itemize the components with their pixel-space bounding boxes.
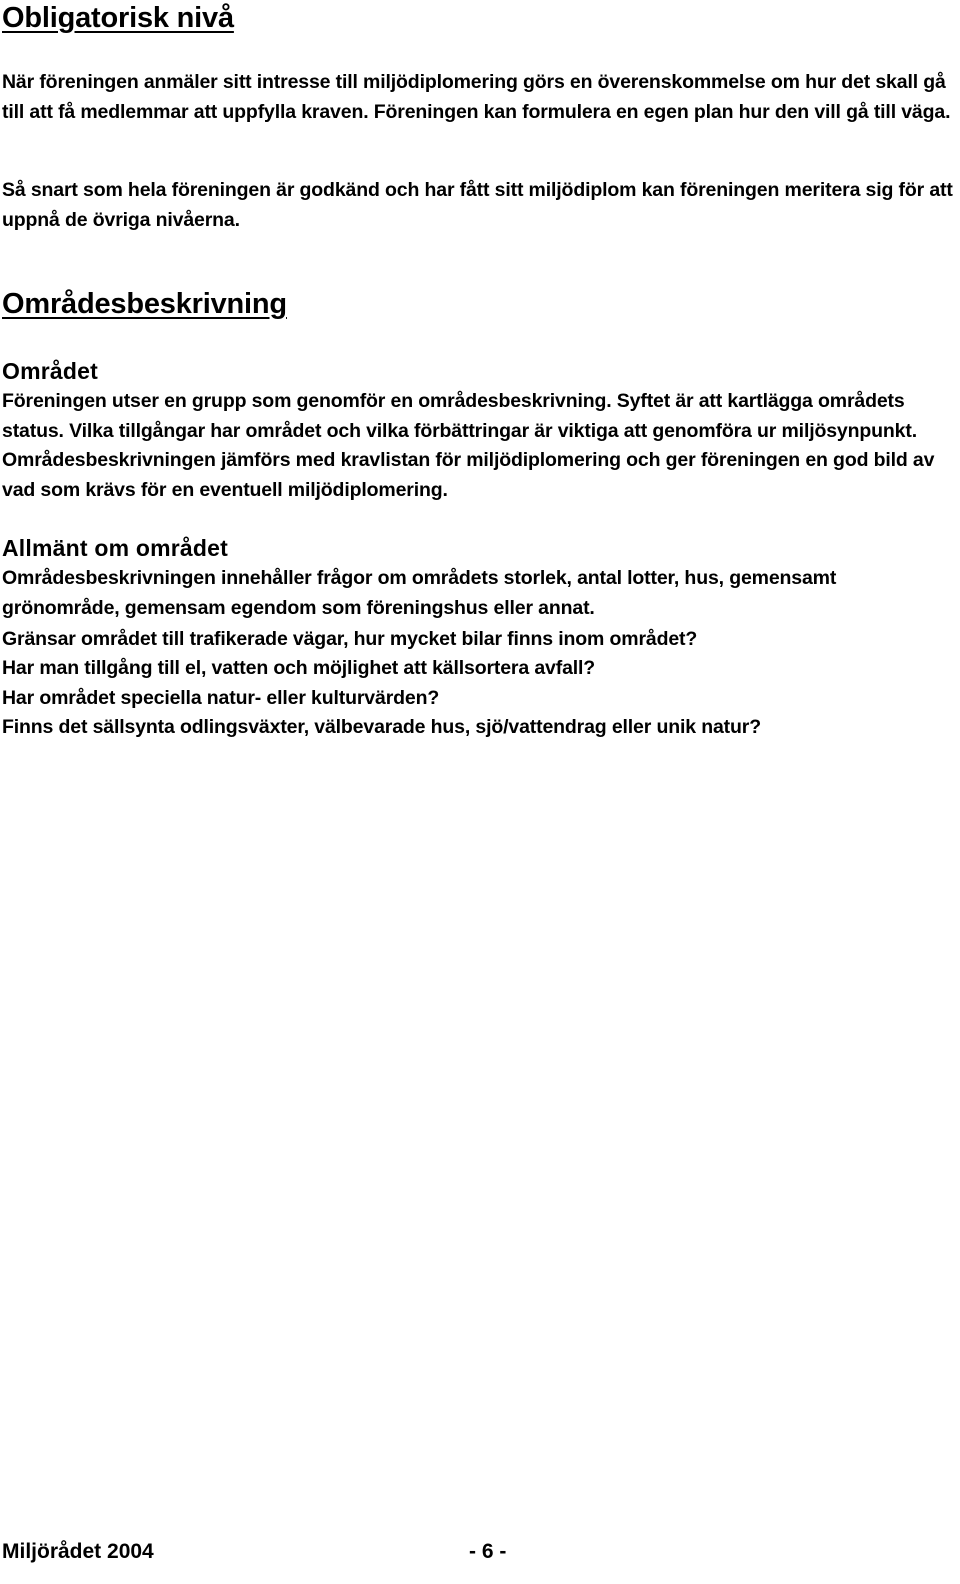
paragraph-allmant: Områdesbeskrivningen innehåller frågor om områdets storlek, antal lotter, hus, gemensamt grönområde, gemensam egendom som föreningshus eller annat. (2, 567, 837, 619)
question-item: Finns det sällsynta odlingsväxter, välbevarade hus, sjö/vattendrag eller unik natur? (2, 716, 761, 738)
section-title-omradesbeskrivning: Områdesbeskrivning (2, 288, 287, 320)
document-page (2, 0, 954, 1584)
question-item: Gränsar området till trafikerade vägar, hur mycket bilar finns inom området? (2, 628, 698, 650)
subheading-allmant-om-omradet: Allmänt om området (2, 535, 228, 561)
paragraph-merit: Så snart som hela föreningen är godkänd och har fått sitt miljödiplom kan föreningen meritera sig för att uppnå de övriga nivåerna. (2, 179, 953, 231)
paragraph-intro: När föreningen anmäler sitt intresse till miljödiplomering görs en överenskommelse om hur det skall gå till att få medlemmar att uppfylla kraven. Föreningen kan formulera en egen plan hur den vill gå till väga. (2, 71, 951, 123)
paragraph-omradet: Föreningen utser en grupp som genomför en områdesbeskrivning. Syftet är att kartlägga områdets status. Vilka tillgångar har området och vilka förbättringar är viktiga att genomföra ur miljösynpunkt. Områdesbeskrivningen jämförs med kravlistan för miljödiplomering och ger föreningen en god bild av vad som krävs för en eventuell miljödiplomering. (2, 390, 935, 501)
question-item: Har man tillgång till el, vatten och möjlighet att källsortera avfall? (2, 657, 596, 679)
page-number: - 6 - (469, 1540, 507, 1563)
subheading-omradet: Området (2, 358, 98, 384)
question-item: Har området speciella natur- eller kulturvärden? (2, 687, 440, 709)
section-title-obligatorisk-niva: Obligatorisk nivå (2, 2, 234, 34)
footer-publisher: Miljörådet 2004 (2, 1540, 154, 1563)
